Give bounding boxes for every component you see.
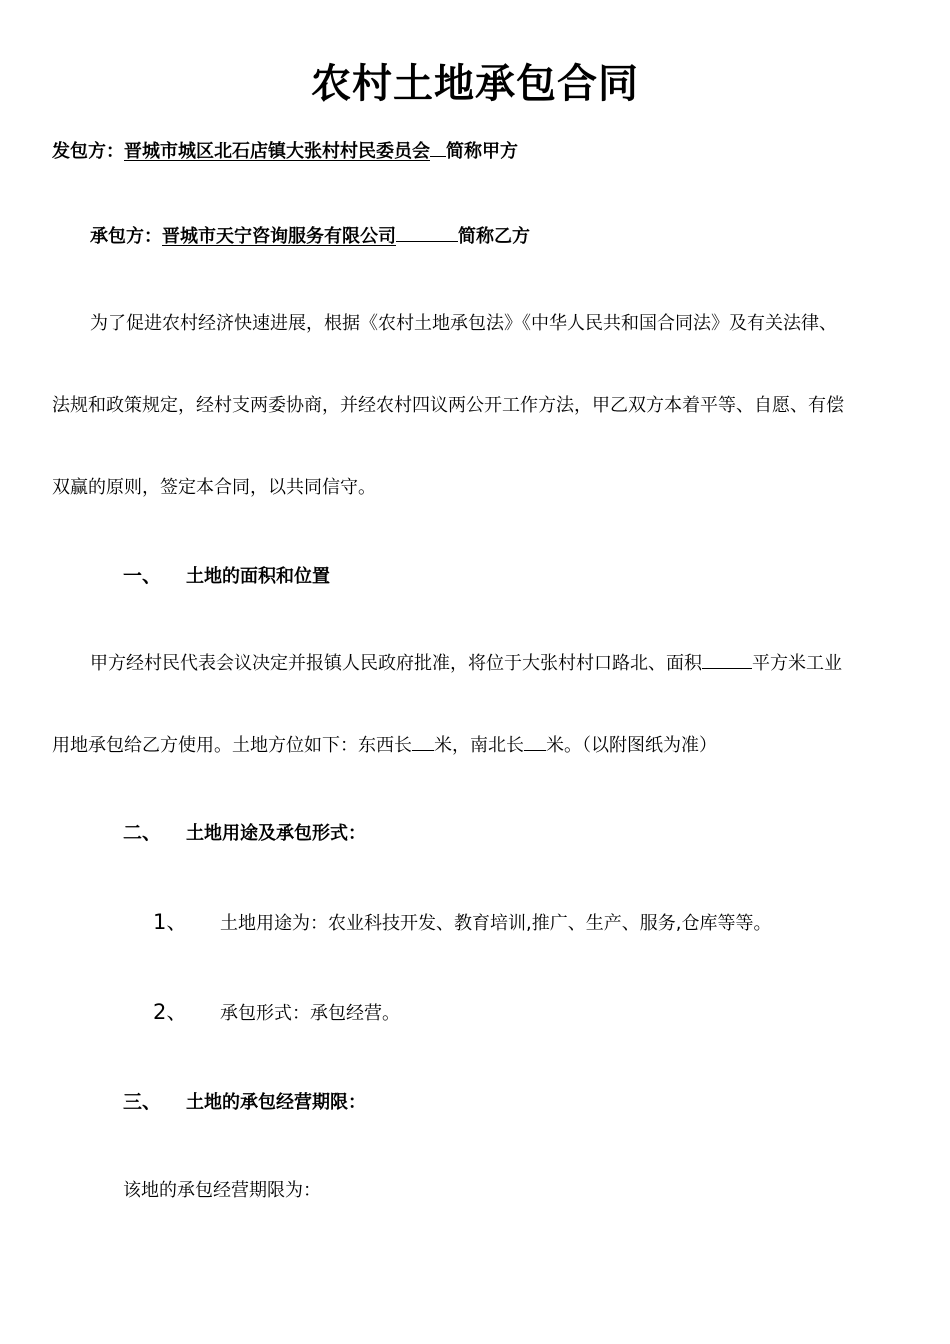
list-item-text: 承包形式：承包经营。 [220, 1003, 400, 1024]
section-1-title: 土地的面积和位置 [186, 566, 330, 587]
section-1-text-d: 米，南北长 [434, 735, 524, 756]
section-3-title: 土地的承包经营期限： [186, 1092, 366, 1113]
section-1-line-2 [52, 731, 717, 757]
party-b-name: 晋城市天宁咨询服务有限公司 [162, 226, 396, 247]
east-west-blank [412, 749, 434, 751]
section-1-text-c: 用地承包给乙方使用。土地方位如下：东西长 [52, 735, 412, 756]
section-2-title: 土地用途及承包形式： [186, 823, 366, 844]
party-a-label: 发包方： [52, 141, 124, 162]
preamble-line-2: 法规和政策规定，经村支两委协商，并经农村四议两公开工作方法，甲乙双方本着平等、自愿、有偿 [52, 395, 844, 416]
section-1-text-a: 甲方经村民代表会议决定并报镇人民政府批准，将位于大张村村口路北、面积 [90, 653, 702, 674]
section-3-number: 三、 [123, 1091, 162, 1113]
party-a-suffix: 简称甲方 [446, 141, 518, 162]
preamble-line-1: 为了促进农村经济快速进展，根据《农村土地承包法》《中华人民共和国合同法》及有关法律、 [90, 313, 837, 334]
preamble-line-3: 双赢的原则，签定本合同，以共同信守。 [52, 477, 376, 498]
section-2-number: 二、 [123, 822, 162, 844]
north-south-blank [524, 749, 546, 751]
list-item-text: 土地用途为：农业科技开发、教育培训,推广、生产、服务,仓库等等。 [220, 913, 772, 934]
party-b-label: 承包方： [90, 226, 162, 247]
section-1-number: 一、 [123, 565, 162, 587]
section-1-text-e: 米。（以附图纸为准） [546, 735, 717, 756]
section-1-line-1 [90, 649, 842, 675]
list-item-number: 1、 [153, 910, 188, 934]
party-a-name: 晋城市城区北石店镇大张村村民委员会 [124, 141, 430, 162]
area-blank [702, 667, 752, 669]
party-a-blank [430, 155, 446, 157]
party-b-blank [396, 240, 458, 242]
list-item-number: 2、 [153, 1000, 188, 1024]
document-title: 农村土地承包合同 [311, 61, 639, 107]
section-1-text-b: 平方米工业 [752, 653, 842, 674]
section-3-text: 该地的承包经营期限为： [123, 1180, 321, 1201]
party-b-suffix: 简称乙方 [458, 226, 530, 247]
party-a-line [52, 137, 518, 163]
party-b-line [90, 222, 530, 248]
